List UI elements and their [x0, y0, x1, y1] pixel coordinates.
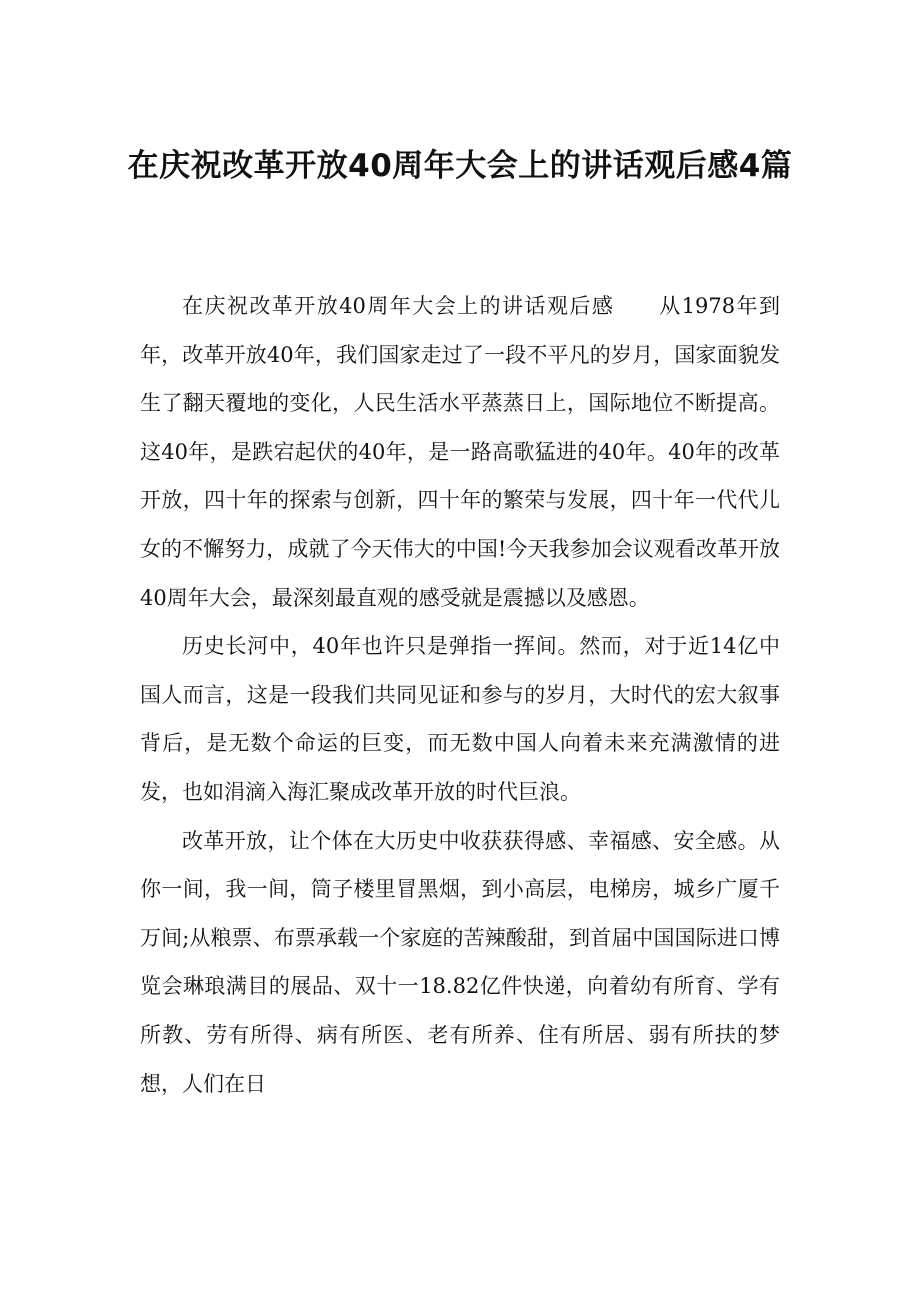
paragraph-3: 改革开放，让个体在大历史中收获获得感、幸福感、安全感。从你一间，我一间，筒子楼里冒黑烟，到小高层，电梯房，城乡广厦千万间;从粮票、布票承载一个家庭的苦辣酸甜，到首届中国国际进口博览会琳琅满目的展品、双十一18.82亿件快递，向着幼有所育、学有所教、劳有所得、病有所医、老有所养、住有所居、弱有所扶的梦想，人们在日 — [140, 828, 780, 1096]
document-title: 在庆祝改革开放40周年大会上的讲话观后感4篇 — [127, 148, 793, 184]
paragraph-1: 在庆祝改革开放40周年大会上的讲话观后感 从1978年到年，改革开放40年，我们国家走过了一段不平凡的岁月，国家面貌发生了翻天覆地的变化，人民生活水平蒸蒸日上，国际地位不断提高。这40年，是跌宕起伏的40年，是一路高歌猛进的40年。40年的改革开放，四十年的探索与创新，四十年的繁荣与发展，四十年一代代儿女的不懈努力，成就了今天伟大的中国!今天我参加会议观看改革开放40周年大会，最深刻最直观的感受就是震撼以及感恩。 — [140, 294, 780, 610]
document-body — [140, 282, 780, 1108]
paragraph-2: 历史长河中，40年也许只是弹指一挥间。然而，对于近14亿中国人而言，这是一段我们共同见证和参与的岁月，大时代的宏大叙事背后，是无数个命运的巨变，而无数中国人向着未来充满激情的进发，也如涓滴入海汇聚成改革开放的时代巨浪。 — [140, 634, 780, 804]
